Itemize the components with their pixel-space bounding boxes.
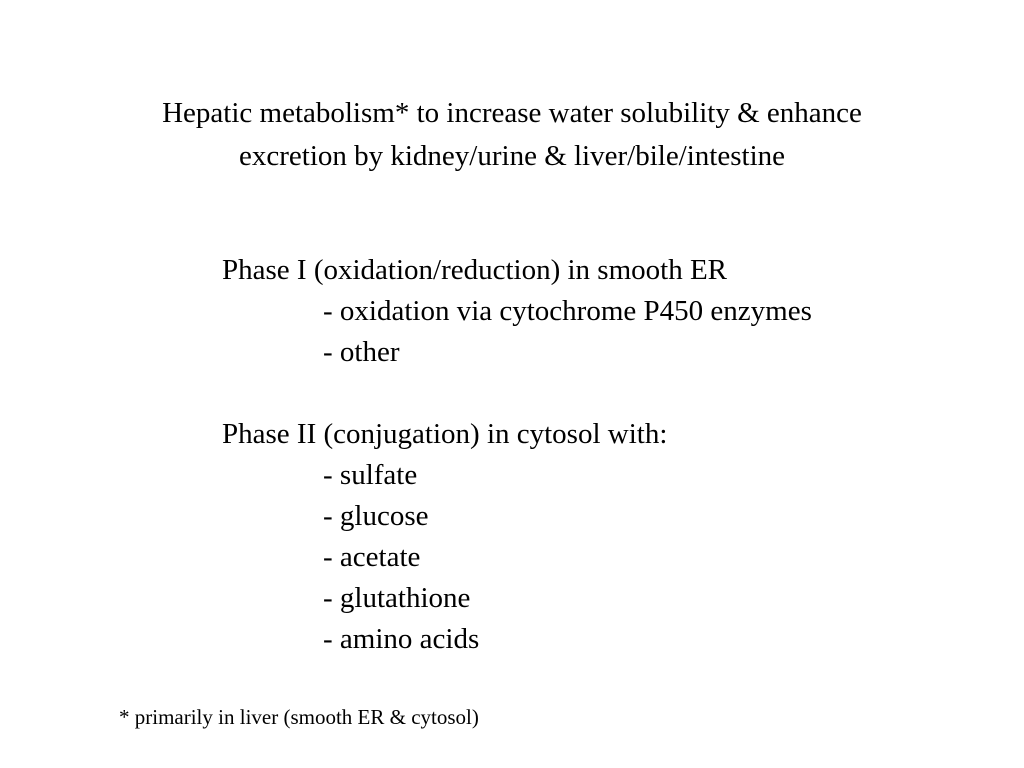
phase-2-item-sulfate: - sulfate (323, 459, 418, 491)
phase-2-item-glucose: - glucose (323, 500, 429, 532)
slide-title (0, 92, 1024, 178)
phase-2-item-acetate: - acetate (323, 541, 421, 573)
phase-1-item-other: - other (323, 336, 400, 368)
phase-2-item-glutathione: - glutathione (323, 582, 471, 614)
phase-2-item-amino-acids: - amino acids (323, 623, 480, 655)
phase-2-heading: Phase II (conjugation) in cytosol with: (222, 418, 668, 450)
footnote: * primarily in liver (smooth ER & cytosol) (119, 705, 479, 729)
phase-1-item-oxidation: - oxidation via cytochrome P450 enzymes (323, 295, 812, 327)
title-line-1: Hepatic metabolism* to increase water solubility & enhance (162, 97, 862, 129)
phase-1-heading: Phase I (oxidation/reduction) in smooth ER (222, 254, 728, 286)
title-line-2: excretion by kidney/urine & liver/bile/intestine (238, 140, 785, 172)
